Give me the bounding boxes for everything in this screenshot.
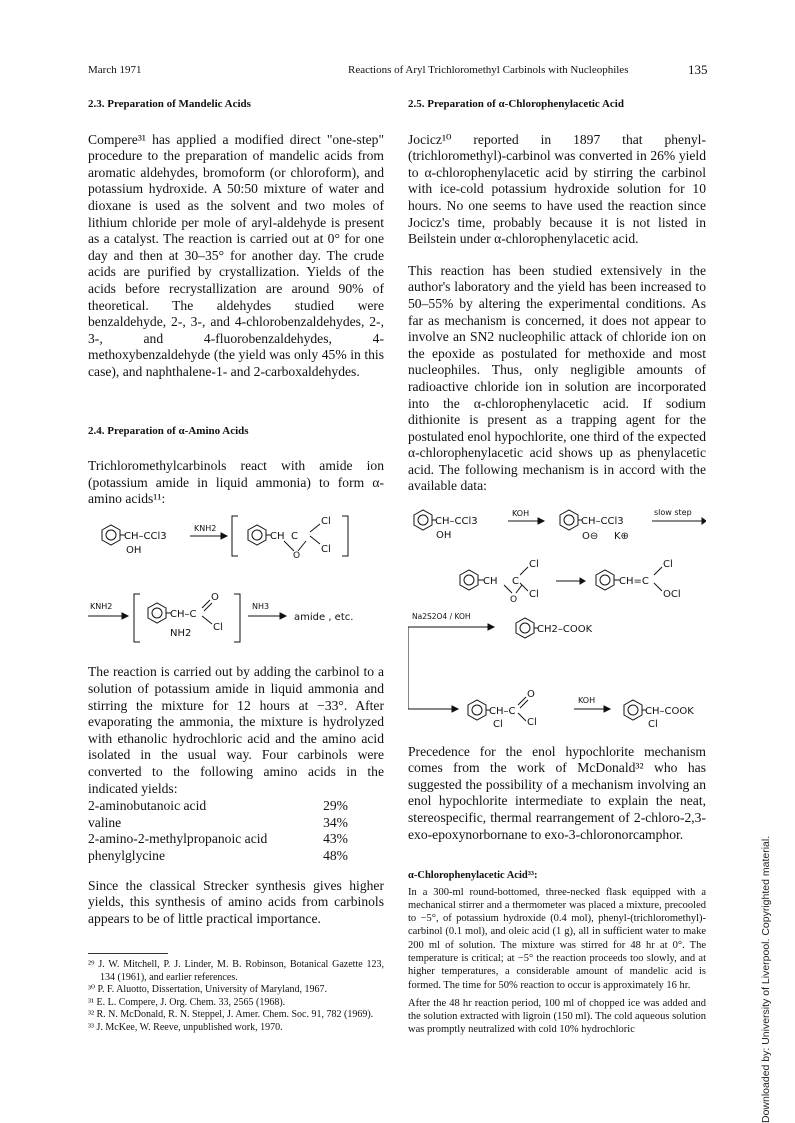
yield-compound: valine: [88, 814, 122, 830]
yield-compound: phenylglycine: [88, 848, 166, 863]
right-column: [408, 96, 706, 1037]
section-2-5-text-1: Jocicz¹⁰ reported in 1897 that phenyl-(trichloromethyl)-carbinol was converted in 26% yield to α-chlorophenylacetic acid by stirring the carbinol with ice-cold potassium hydroxide solution for 10 hours. No one seems to have used the reaction since Jocicz's time, probably because it is not listed in Beilstein under α-chlorophenylacetic acid.: [408, 131, 706, 247]
scheme1-o: O: [293, 550, 301, 561]
experimental-text-2: After the 48 hr reaction period, 100 ml of chopped ice was added and the solution extracted with ligroin (150 ml). The cold aqueous solution was promptly neutralized with cold 10% hydrochloric: [408, 997, 706, 1036]
yield-percent: 34%: [323, 814, 348, 830]
section-2-5-text-3: Precedence for the enol hypochlorite mechanism comes from the work of McDonald³² who has suggested the possibility of a mechanism involving an enol hypochlorite intermediate to explain the neat, stereospecific, thermal rearrangement of 2-chloro-2,3-exo-epoxynorbornane to exo-3-chloronorcamphor.: [408, 743, 706, 842]
scheme2-s1: CH–CCl3: [435, 516, 478, 528]
scheme2-cl-e: Cl: [493, 719, 503, 730]
footnote-divider: [88, 953, 168, 954]
yields-table: [88, 798, 348, 864]
scheme2-ocl: OCl: [663, 589, 681, 601]
footnote: ³¹ E. L. Compere, J. Org. Chem. 33, 2565 (1968).: [88, 996, 286, 1008]
scheme2-slow: slow step: [654, 508, 692, 518]
yield-percent: 48%: [323, 848, 348, 863]
scheme1-o2: O: [211, 591, 219, 603]
scheme1-reactant: CH–CCl3: [124, 530, 167, 542]
scheme2-cl-f: Cl: [648, 719, 658, 730]
scheme2-cl-c: Cl: [663, 559, 673, 571]
yield-row: [88, 831, 348, 848]
footnotes: [88, 959, 384, 1034]
scheme2-cl-d: Cl: [527, 717, 537, 729]
scheme1-nh2: NH2: [170, 627, 192, 639]
amino-acid-scheme-svg: [88, 514, 384, 644]
yield-row: [88, 815, 348, 832]
yield-row: [88, 798, 348, 815]
scheme1-c: C: [291, 530, 298, 542]
scheme1-reagent1: KNH2: [194, 523, 217, 533]
footnote: ³² R. N. McDonald, R. N. Steppel, J. Amer. Chem. Soc. 91, 782 (1969).: [88, 1009, 374, 1021]
scheme2-reagent: Na2S2O4 / KOH: [412, 612, 471, 622]
left-column: [88, 96, 384, 1034]
download-watermark-text: Downloaded by: University of Liverpool. Copyrighted material.: [760, 835, 772, 1123]
scheme2-ch: CH: [483, 576, 498, 588]
footnote: ³⁰ P. F. Aluotto, Dissertation, University of Maryland, 1967.: [88, 984, 327, 996]
section-2-3-text: Compere³¹ has applied a modified direct "one-step" procedure to the preparation of mandelic acids from aromatic aldehydes, bromoform (or chloroform), and potassium hydroxide. A 50:50 mixture of water and dioxane is used as the solvent and two moles of lithium chloride per mole of aryl-aldehyde is present as a catalyst. The reaction is carried out at 0° for one day and then at 30–35° for another day. The crude acids are purified by crystallization. Yields of the acids before recrystallization are around 90% of theoretical. The aldehydes studied were benzaldehyde, 2-, 3-, and 4-chlorobenzaldehydes, 2-, 3-, and 4-fluorobenzaldehydes, 4-methoxybenzaldehyde (the yield was only 45% in this case), and naphthalene-1- and 2-carboxaldehydes.: [88, 131, 384, 379]
running-title: Reactions of Aryl Trichloromethyl Carbinols with Nucleophiles: [348, 64, 629, 76]
scheme2-s2: CH–CCl3: [581, 516, 624, 528]
yield-row: [88, 848, 348, 865]
scheme2-koh2: KOH: [578, 696, 596, 706]
scheme1-cl-a: Cl: [321, 515, 331, 527]
section-2-4-conclusion: Since the classical Strecker synthesis gives higher yields, this synthesis of amino acids from carbinols appears to be of little practical importance.: [88, 877, 384, 926]
yield-compound: 2-amino-2-methylpropanoic acid: [88, 831, 268, 847]
scheme1-reagent2: KNH2: [90, 601, 113, 611]
mechanism-scheme: [408, 499, 706, 734]
scheme2-kplus: K⊕: [614, 531, 629, 543]
scheme1-reagent3: NH3: [252, 601, 270, 611]
yield-percent: 43%: [323, 831, 348, 847]
scheme2-p1: CH2–COOK: [537, 624, 593, 636]
scheme1-ch2: CH–C: [170, 608, 197, 620]
section-2-5-text-2: This reaction has been studied extensively in the author's laboratory and the yield has been increased to 50–55% by altering the experimental conditions. As far as mechanism is concerned, it does not appear to involve an SN2 nucleophilic attack of chloride ion on the epoxide as postulated for methoxide and most nucleophiles. Thus, only negligible amounts of radioactive chloride ion in solution are incorporated into the α-chlorophenylacetic acid. If sodium dithionite is present as a trapping agent for the postulated enol hypochlorite, one third of the expected α-chlorophenylacetic acid shows up as phenylacetic acid. The following mechanism is in accord with the available data:: [408, 262, 706, 494]
scheme2-p2: CH–C: [489, 706, 516, 718]
footnote: ²⁹ J. W. Mitchell, P. J. Linder, M. B. Robinson, Botanical Gazette 123, 134 (1961), and earlier references.: [88, 959, 384, 983]
scheme2-o: O: [510, 595, 518, 606]
footnote: ³³ J. McKee, W. Reeve, unpublished work, 1970.: [88, 1021, 283, 1033]
scheme2-c: C: [512, 576, 519, 588]
scheme1-ch: CH: [270, 530, 285, 542]
yield-percent: 29%: [323, 798, 348, 814]
scheme1-cl-b: Cl: [321, 543, 331, 555]
section-2-3-title: 2.3. Preparation of Mandelic Acids: [88, 98, 251, 110]
scheme2-oh: OH: [436, 530, 452, 542]
section-2-4-title: 2.4. Preparation of α-Amino Acids: [88, 424, 249, 437]
scheme1-product: amide , etc.: [294, 611, 354, 623]
scheme2-cl-a: Cl: [529, 559, 539, 571]
amino-acid-scheme: [88, 514, 384, 649]
section-2-5-title: 2.5. Preparation of α-Chlorophenylacetic Acid: [408, 98, 624, 110]
scheme1-oh: OH: [126, 544, 142, 556]
mechanism-scheme-svg: [408, 499, 706, 729]
scheme1-cl-c: Cl: [213, 621, 223, 633]
yield-compound: 2-aminobutanoic acid: [88, 798, 207, 814]
scheme2-koh: KOH: [512, 509, 530, 519]
scheme2-cl-b: Cl: [529, 589, 539, 601]
scheme2-o2: O: [527, 689, 535, 701]
section-2-4-intro: Trichloromethylcarbinols react with amide ion (potassium amide in liquid ammonia) to form α-amino acids¹¹:: [88, 458, 384, 507]
experimental-title: α-Chlorophenylacetic Acid³³:: [408, 870, 538, 882]
section-2-4-procedure: The reaction is carried out by adding the carbinol to a solution of potassium amide in liquid ammonia and stirring the mixture for 12 hours at −33°. After evaporating the ammonia, the mixture is hydrolyzed with ethanolic hydrochloric acid and the amino acid isolated in the usual way. Four carbinols were converted to the following amino acids in the indicated yields:: [88, 664, 384, 796]
scheme2-s4: CH=C: [619, 576, 649, 588]
scheme2-p3: CH–COOK: [645, 706, 694, 718]
page-number: 135: [688, 62, 708, 77]
header-date: March 1971: [88, 64, 142, 76]
scheme2-ominus: O⊖: [582, 531, 599, 543]
experimental-text-1: In a 300-ml round-bottomed, three-necked flask equipped with a mechanical stirrer and a thermometer was placed a mixture, precooled to −5°, of potassium hydroxide (0.4 mol), phenyl-(trichloromethyl)-carbinol (0.1 mol), and oleic acid (1 g), all in sufficient water to make 200 ml of solution. The mixture was stirred for 48 hr at 0°. The temperature is critical; at −5° the reaction proceeds too slowly, and at higher temperatures, a considerable amount of mandelic acid is formed. The time for 50% reaction to occur is approximately 16 hr.: [408, 886, 706, 991]
